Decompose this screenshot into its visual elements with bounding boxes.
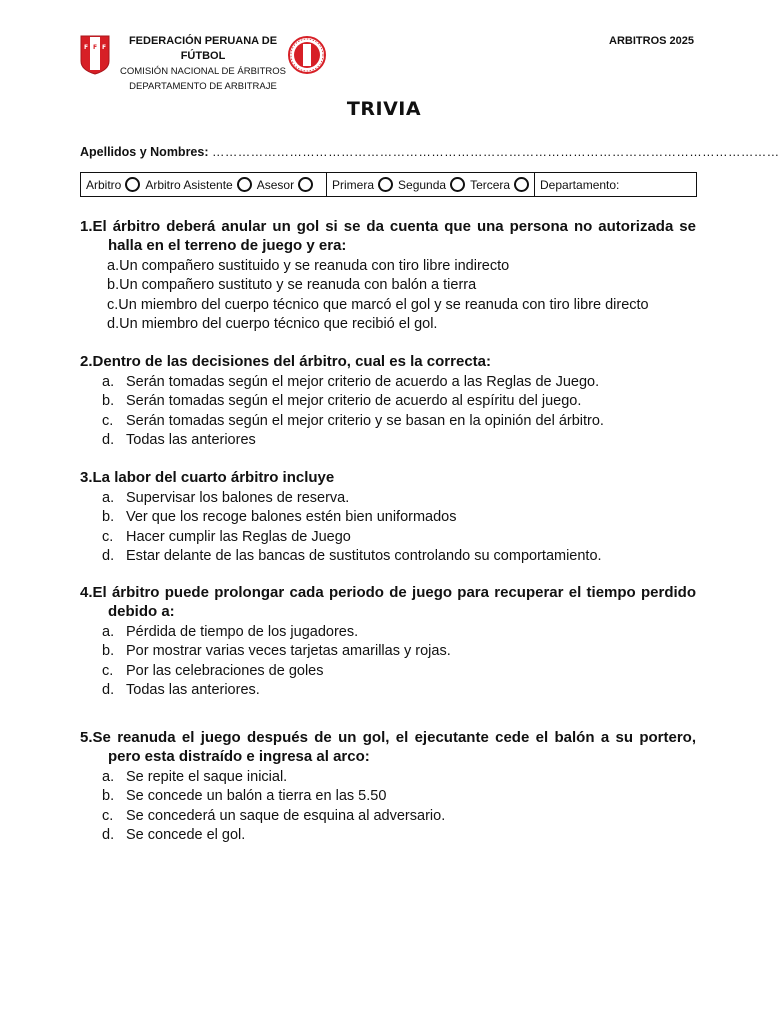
option-item[interactable]: a. Un compañero sustituido y se reanuda con tiro libre indirecto — [107, 258, 510, 274]
option-item[interactable]: d. Estar delante de las bancas de sustitutos controlando su comportamiento. — [102, 547, 602, 564]
question-number: 4. — [80, 584, 93, 601]
option-list — [80, 489, 696, 566]
question-text: 1.El árbitro deberá anular un gol si se da cuenta que una persona no autorizada se halla en el terreno de juego y era: — [80, 218, 696, 254]
radio-circle-icon[interactable] — [298, 177, 313, 192]
role-option-label: Asesor — [256, 177, 295, 192]
question-text: 2.Dentro de las decisiones del árbitro, cual es la correcta: — [80, 353, 491, 370]
division-options — [326, 173, 534, 196]
role-option-label: Arbitro — [86, 177, 122, 192]
option-item[interactable]: a. Se repite el saque inicial. — [102, 769, 288, 785]
question-text: 4.El árbitro puede prolongar cada periodo de juego para recuperar el tiempo perdido debido a: — [80, 584, 696, 620]
svg-text:F: F — [92, 44, 98, 51]
option-item[interactable]: b. Por mostrar varias veces tarjetas amarillas y rojas. — [102, 643, 451, 660]
option-list — [80, 373, 696, 450]
question-5 — [80, 728, 696, 845]
option-list — [80, 768, 696, 845]
name-field[interactable] — [80, 145, 780, 159]
department-field[interactable] — [534, 173, 696, 196]
name-field-label: Apellidos y Nombres: — [80, 145, 209, 159]
svg-text:F: F — [101, 44, 107, 51]
org-line-1: FEDERACIÓN PERUANA DE FÚTBOL — [128, 35, 278, 62]
category-selector — [80, 172, 697, 197]
question-2 — [80, 352, 696, 450]
option-item[interactable]: a. Serán tomadas según el mejor criterio de acuerdo a las Reglas de Juego. — [102, 374, 600, 390]
option-item[interactable]: b. Ver que los recoge balones estén bien uniformados — [102, 509, 457, 526]
question-number: 1. — [80, 218, 93, 235]
option-item[interactable]: c. Serán tomadas según el mejor criterio y se basan en la opinión del árbitro. — [102, 412, 604, 429]
fpf-shield-logo — [80, 35, 110, 75]
option-list — [80, 623, 696, 700]
question-text: 5.Se reanuda el juego después de un gol, el ejecutante cede el balón a su portero, pero esta distraído e ingresa al arco: — [80, 729, 696, 765]
question-3 — [80, 468, 696, 566]
role-option-label: Arbitro Asistente — [145, 177, 233, 192]
department-label: Departamento: — [540, 177, 620, 192]
radio-circle-icon[interactable] — [125, 177, 140, 192]
division-option-label: Segunda — [398, 177, 447, 192]
role-option-asistente[interactable] — [145, 177, 251, 192]
option-item[interactable]: b. Un compañero sustituto y se reanuda con balón a tierra — [107, 277, 477, 294]
option-item[interactable]: b. Serán tomadas según el mejor criterio de acuerdo al espíritu del juego. — [102, 393, 582, 410]
option-item[interactable]: c. Hacer cumplir las Reglas de Juego — [102, 528, 351, 545]
option-item[interactable]: b. Se concede un balón a tierra en las 5.50 — [102, 788, 387, 805]
page-title: TRIVIA — [346, 98, 422, 120]
option-item[interactable]: a. Supervisar los balones de reserva. — [102, 490, 350, 506]
option-item[interactable]: a. Pérdida de tiempo de los jugadores. — [102, 624, 359, 640]
question-4 — [80, 583, 696, 700]
role-option-asesor[interactable] — [257, 177, 313, 192]
radio-circle-icon[interactable] — [378, 177, 393, 192]
option-item[interactable]: d. Todas las anteriores — [102, 431, 256, 448]
division-option-label: Primera — [332, 177, 375, 192]
letterhead — [80, 34, 330, 92]
header-year-label: ARBITROS 2025 — [609, 35, 694, 47]
option-item[interactable]: d. Un miembro del cuerpo técnico que recibió el gol. — [107, 315, 438, 332]
division-option-tercera[interactable] — [470, 177, 529, 192]
question-1 — [80, 217, 696, 334]
role-options — [81, 173, 326, 196]
organization-name — [114, 34, 292, 94]
role-option-arbitro[interactable] — [86, 177, 140, 192]
svg-text:F: F — [83, 44, 89, 51]
option-item[interactable]: c. Por las celebraciones de goles — [102, 662, 324, 679]
option-item[interactable]: c. Un miembro del cuerpo técnico que marcó el gol y se reanuda con tiro libre directo — [107, 296, 649, 313]
option-list — [80, 257, 696, 334]
radio-circle-icon[interactable] — [450, 177, 465, 192]
division-option-label: Tercera — [470, 177, 511, 192]
option-item[interactable]: c. Se concederá un saque de esquina al adversario. — [102, 807, 446, 824]
name-field-blank[interactable]: …………………………………………………………………………………………………………………… — [211, 145, 780, 159]
referee-commission-seal-logo — [288, 36, 326, 74]
org-line-2: COMISIÓN NACIONAL DE ÁRBITROS — [120, 66, 286, 77]
radio-circle-icon[interactable] — [237, 177, 252, 192]
division-option-segunda[interactable] — [398, 177, 465, 192]
option-item[interactable]: d. Se concede el gol. — [102, 826, 246, 843]
division-option-primera[interactable] — [332, 177, 393, 192]
question-number: 2. — [80, 353, 93, 370]
radio-circle-icon[interactable] — [514, 177, 529, 192]
question-number: 5. — [80, 729, 93, 746]
question-text: 3.La labor del cuarto árbitro incluye — [80, 469, 335, 486]
org-line-3: DEPARTAMENTO DE ARBITRAJE — [129, 81, 277, 92]
option-item[interactable]: d. Todas las anteriores. — [102, 681, 260, 698]
question-number: 3. — [80, 469, 93, 486]
